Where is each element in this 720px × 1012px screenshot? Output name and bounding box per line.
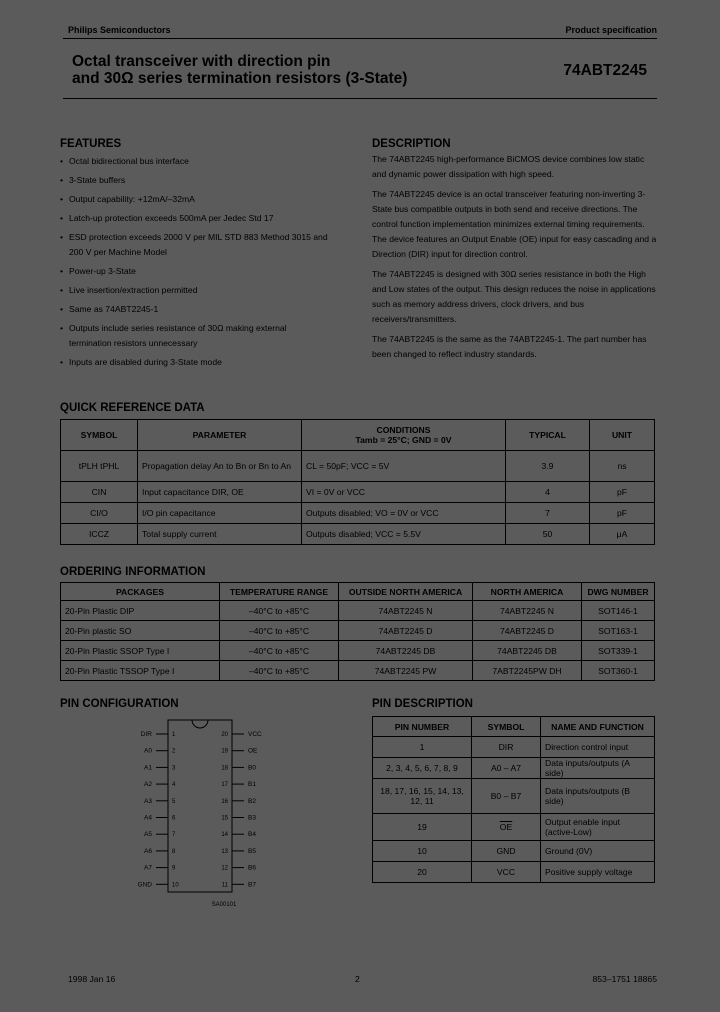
feature-item: • Live insertion/extraction permitted: [60, 283, 350, 298]
quick-ref-heading: QUICK REFERENCE DATA: [60, 402, 205, 414]
col-dwg-number: DWG NUMBER: [582, 583, 655, 601]
table-row: [61, 503, 655, 524]
col-parameter: PARAMETER: [138, 420, 302, 451]
footer-code: 853–1751 18865: [592, 974, 657, 984]
symbol-cell: VCC: [472, 862, 541, 883]
symbol-cell: DIR: [472, 737, 541, 758]
pin-number-cell: 18, 17, 16, 15, 14, 13, 12, 11: [373, 779, 472, 814]
package-cell: 20-Pin Plastic DIP: [61, 601, 220, 621]
quick-ref-table: [60, 419, 655, 545]
dwg-cell: SOT339-1: [582, 641, 655, 661]
company-name: Philips Semiconductors: [68, 25, 171, 35]
ordering-table: [60, 582, 655, 681]
temp-cell: –40°C to +85°C: [220, 661, 339, 681]
description-heading: DESCRIPTION: [372, 138, 451, 150]
left-pins-group: [138, 731, 180, 888]
pin-number-label: 3: [172, 765, 176, 772]
function-cell: Direction control input: [541, 737, 655, 758]
feature-item: • Latch-up protection exceeds 500mA per Jedec Std 17: [60, 211, 350, 226]
description-body: [372, 152, 660, 367]
pin-name-label: A6: [144, 847, 152, 855]
pin-number-label: 18: [221, 765, 228, 772]
param-cell: Total supply current: [138, 524, 302, 545]
pin-number-label: 15: [221, 815, 228, 822]
col-typical: TYPICAL: [506, 420, 590, 451]
temp-cell: –40°C to +85°C: [220, 641, 339, 661]
symbol-cell: CIN: [61, 482, 138, 503]
param-cell: I/O pin capacitance: [138, 503, 302, 524]
function-cell: Data inputs/outputs (A side): [541, 758, 655, 779]
symbol-cell: B0 – B7: [472, 779, 541, 814]
table-row: [373, 814, 655, 841]
description-paragraph: The 74ABT2245 high-performance BiCMOS device combines low static and dynamic power dissipation with high speed.: [372, 154, 645, 179]
dwg-cell: SOT360-1: [582, 661, 655, 681]
title-line-1: Octal transceiver with direction pin: [72, 53, 331, 70]
typ-cell: 3.9: [506, 451, 590, 482]
symbol-cell: ICCZ: [61, 524, 138, 545]
pin-number-cell: 20: [373, 862, 472, 883]
pin-config-heading: PIN CONFIGURATION: [60, 698, 179, 710]
pin-name-label: OE: [248, 747, 258, 755]
pin-config-diagram: [120, 716, 280, 916]
pin-number-label: 10: [172, 882, 179, 889]
symbol-cell: $\overline{OE}$: [472, 814, 541, 841]
typ-cell: 4: [506, 482, 590, 503]
symbol-cell: A0 – A7: [472, 758, 541, 779]
outside-na-cell: 74ABT2245 PW: [339, 661, 473, 681]
cond-cell: Outputs disabled; VCC = 5.5V: [302, 524, 506, 545]
pin-number-label: 9: [172, 865, 176, 872]
pin-name-label: B6: [248, 864, 256, 872]
param-cell: Input capacitance DIR, OE: [138, 482, 302, 503]
feature-item: • Same as 74ABT2245-1: [60, 302, 350, 317]
pin-name-label: B1: [248, 781, 256, 789]
col-symbol: SYMBOL: [61, 420, 138, 451]
col-packages: PACKAGES: [61, 583, 220, 601]
pin-name-label: B7: [248, 881, 256, 889]
cond-cell: VI = 0V or VCC: [302, 482, 506, 503]
ordering-heading: ORDERING INFORMATION: [60, 566, 206, 578]
pin-name-label: B3: [248, 814, 256, 822]
table-row: [61, 524, 655, 545]
page-title: [72, 53, 407, 87]
table-row: [373, 737, 655, 758]
col-unit: UNIT: [590, 420, 655, 451]
pin-number-label: 11: [221, 882, 228, 889]
pin-number-label: 7: [172, 832, 176, 839]
features-list: [60, 154, 350, 374]
col-outside-na: OUTSIDE NORTH AMERICA: [339, 583, 473, 601]
description-paragraph: The 74ABT2245 is the same as the 74ABT2245-1. The part number has been changed to reflect industry standards.: [372, 334, 647, 359]
outside-na-cell: 74ABT2245 N: [339, 601, 473, 621]
dwg-cell: SOT146-1: [582, 601, 655, 621]
col-name-function: NAME AND FUNCTION: [541, 717, 655, 737]
pin-name-label: A7: [144, 864, 152, 872]
figure-id: SA00101: [211, 902, 237, 908]
feature-item: • ESD protection exceeds 2000 V per MIL STD 883 Method 3015 and 200 V per Machine Model: [60, 230, 350, 260]
table-row: [373, 841, 655, 862]
symbol-cell: CI/O: [61, 503, 138, 524]
pin-number-cell: 19: [373, 814, 472, 841]
temp-cell: –40°C to +85°C: [220, 621, 339, 641]
cond-cell: Outputs disabled; VO = 0V or VCC: [302, 503, 506, 524]
pin-name-label: DIR: [140, 731, 152, 738]
unit-cell: pF: [590, 503, 655, 524]
temp-cell: –40°C to +85°C: [220, 601, 339, 621]
pin-name-label: B4: [248, 831, 256, 839]
col-conditions: [302, 420, 506, 451]
pin-number-cell: 2, 3, 4, 5, 6, 7, 8, 9: [373, 758, 472, 779]
unit-cell: μA: [590, 524, 655, 545]
function-cell: Data inputs/outputs (B side): [541, 779, 655, 814]
pin-number-label: 4: [172, 782, 176, 789]
pin-number-label: 8: [172, 848, 176, 855]
unit-cell: pF: [590, 482, 655, 503]
package-cell: 20-Pin Plastic SSOP Type I: [61, 641, 220, 661]
pin-name-label: A5: [144, 831, 152, 839]
na-cell: 74ABT2245 D: [473, 621, 582, 641]
pin-number-cell: 1: [373, 737, 472, 758]
pin-name-label: A0: [144, 747, 152, 755]
param-cell: Propagation delay An to Bn or Bn to An: [138, 451, 302, 482]
package-cell: 20-Pin Plastic TSSOP Type I: [61, 661, 220, 681]
pin-name-label: A1: [144, 764, 152, 772]
dwg-cell: SOT163-1: [582, 621, 655, 641]
pin-number-label: 1: [172, 732, 176, 738]
footer-date: 1998 Jan 16: [68, 974, 116, 984]
footer-page: 2: [355, 974, 360, 984]
na-cell: 74ABT2245 DB: [473, 641, 582, 661]
pin-name-label: B2: [248, 797, 256, 805]
pin-number-label: 19: [221, 748, 228, 755]
pin-number-label: 20: [221, 732, 228, 738]
typ-cell: 7: [506, 503, 590, 524]
outside-na-cell: 74ABT2245 DB: [339, 641, 473, 661]
pin-name-label: A4: [144, 814, 152, 822]
pin-number-cell: 10: [373, 841, 472, 862]
col-pin-number: PIN NUMBER: [373, 717, 472, 737]
table-row: [61, 482, 655, 503]
pin-number-label: 12: [221, 865, 228, 872]
title-rule: [63, 98, 657, 99]
pin-number-label: 14: [221, 832, 228, 839]
na-cell: 7ABT2245PW DH: [473, 661, 582, 681]
package-cell: 20-Pin plastic SO: [61, 621, 220, 641]
feature-item: • Power-up 3-State: [60, 264, 350, 279]
na-cell: 74ABT2245 N: [473, 601, 582, 621]
feature-item: • Inputs are disabled during 3-State mode: [60, 355, 350, 370]
pin-number-label: 6: [172, 815, 176, 822]
conditions-sub: Tamb = 25°C; GND = 0V: [355, 435, 452, 445]
function-cell: Output enable input (active-Low): [541, 814, 655, 841]
pin-name-label: A2: [144, 781, 152, 789]
function-cell: Positive supply voltage: [541, 862, 655, 883]
table-row: [373, 779, 655, 814]
cond-cell: CL = 50pF; VCC = 5V: [302, 451, 506, 482]
table-row: [373, 758, 655, 779]
symbol-cell: GND: [472, 841, 541, 862]
pin-name-label: B5: [248, 847, 256, 855]
symbol-cell: tPLH tPHL: [61, 451, 138, 482]
pin-desc-table: [372, 716, 655, 883]
table-row: [61, 641, 655, 661]
pin-number-label: 13: [221, 848, 228, 855]
pin-number-label: 2: [172, 748, 176, 755]
doc-type: Product specification: [565, 25, 657, 35]
part-number: 74ABT2245: [563, 62, 647, 79]
pin-desc-heading: PIN DESCRIPTION: [372, 698, 473, 710]
pin-name-label: A3: [144, 797, 152, 805]
table-row: [61, 621, 655, 641]
typ-cell: 50: [506, 524, 590, 545]
feature-item: • Output capability: +12mA/–32mA: [60, 192, 350, 207]
col-temp-range: TEMPERATURE RANGE: [220, 583, 339, 601]
pin-name-label: GND: [137, 881, 152, 889]
feature-item: • 3-State buffers: [60, 173, 350, 188]
description-paragraph: The 74ABT2245 is designed with 30Ω series resistance in both the High and Low states of the output. This design reduces the noise in applications such as memory address drivers, clock drivers, and bus receivers/transmitters.: [372, 269, 656, 324]
table-row: [61, 451, 655, 482]
header-rule: [63, 38, 657, 39]
pin-name-label: VCC: [248, 731, 262, 738]
table-row: [61, 661, 655, 681]
feature-item: • Outputs include series resistance of 30Ω making external termination resistors unnecessary: [60, 321, 350, 351]
pin-name-label: B0: [248, 764, 256, 772]
pin-number-label: 17: [221, 782, 228, 789]
description-paragraph: The 74ABT2245 device is an octal transceiver featuring non-inverting 3-State bus compatible outputs in both send and receive directions. The control function implementation minimizes external timing requirements. The device features an Output Enable (OE) input for easy cascading and a Direction (DIR) input for direction control.: [372, 189, 657, 259]
conditions-label: CONDITIONS: [376, 425, 431, 435]
table-row: [373, 862, 655, 883]
feature-item: • Octal bidirectional bus interface: [60, 154, 350, 169]
pin-number-label: 5: [172, 798, 176, 805]
title-line-2: and 30Ω series termination resistors (3-State): [72, 70, 408, 87]
function-cell: Ground (0V): [541, 841, 655, 862]
chip-notch: [192, 720, 208, 728]
unit-cell: ns: [590, 451, 655, 482]
pin-number-label: 16: [221, 798, 228, 805]
outside-na-cell: 74ABT2245 D: [339, 621, 473, 641]
col-symbol: SYMBOL: [472, 717, 541, 737]
features-heading: FEATURES: [60, 138, 122, 150]
table-row: [61, 601, 655, 621]
right-pins-group: [221, 731, 262, 888]
col-north-america: NORTH AMERICA: [473, 583, 582, 601]
